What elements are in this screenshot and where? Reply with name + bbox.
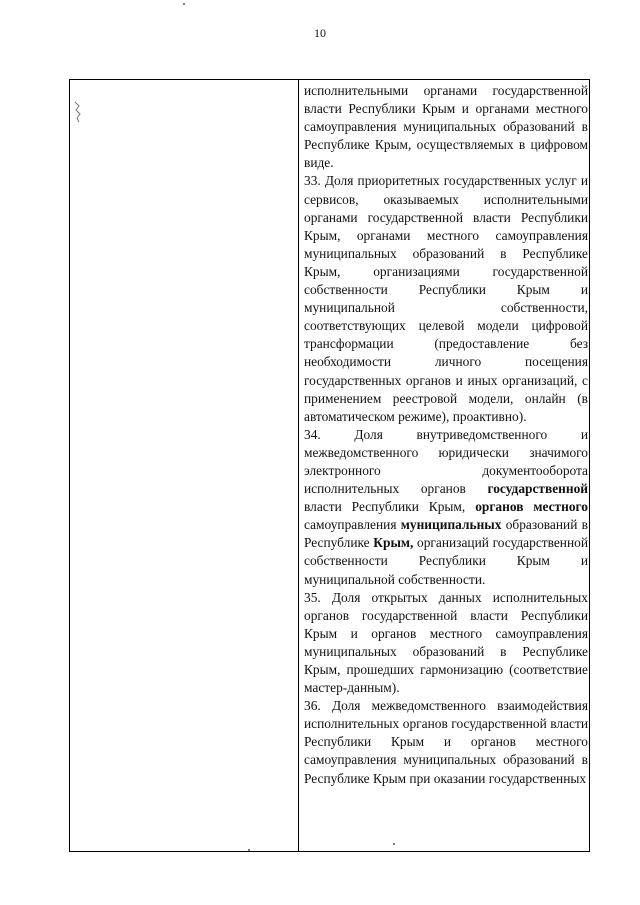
paragraph-item-36: 36. Доля межведомственного взаимодействия исполнительных органов государственной власти Республики Крым и органов местного самоуправления муниципальных образований в Республике Крым при оказании государственных [304,698,588,786]
scan-speck [183,3,185,5]
paragraph-continuation: исполнительными органами государственной власти Республики Крым и органами местного самоуправления муниципальных образований в Республике Крым, осуществляемых в цифровом виде. [304,83,588,171]
item-34-text-d: образований в Республике [304,517,588,551]
scan-speck [248,849,250,851]
document-table [69,79,590,852]
item-34-bold-d: Крым, [373,535,414,551]
table-right-cell [304,82,588,788]
page-number: 10 [314,26,326,40]
paragraph-item-35: 35. Доля открытых данных исполнительных органов государственной власти Республики Крым и органов местного самоуправления муниципальных образований в Республике Крым, прошедших гармонизацию (соответствие мастер-данным). [304,589,588,696]
item-34-text-c: самоуправления [304,517,401,533]
scan-mark [73,100,83,130]
column-divider [298,80,299,851]
item-34-text-b: власти Республики Крым, [304,499,476,515]
item-34-text-a: 34. Доля внутриведомственного и межведомственного юридически значимого электронного документооборота исполнительных органов [304,426,588,497]
item-34-bold-c: муниципальных [400,517,502,533]
paragraph-item-34 [304,426,588,589]
item-34-bold-b: органов местного [475,499,588,515]
scan-speck [393,843,395,845]
item-34-text-e: организаций государственной собственности Республики Крым и муниципальной собственности. [304,535,588,587]
paragraph-item-33: 33. Доля приоритетных государственных услуг и сервисов, оказываемых исполнительными органами государственной власти Республики Крым, органами местного самоуправления муниципальных образований в Республике Крым, организациями государственной собственности Республики Крым и муниципальной собственности, соответствующих целевой модели цифровой трансформации (предоставление без необходимости личного посещения государственных органов и иных организаций, с применением реестровой модели, онлайн (в автоматическом режиме), проактивно). [304,173,588,424]
item-34-bold-a: государственной [487,481,588,497]
